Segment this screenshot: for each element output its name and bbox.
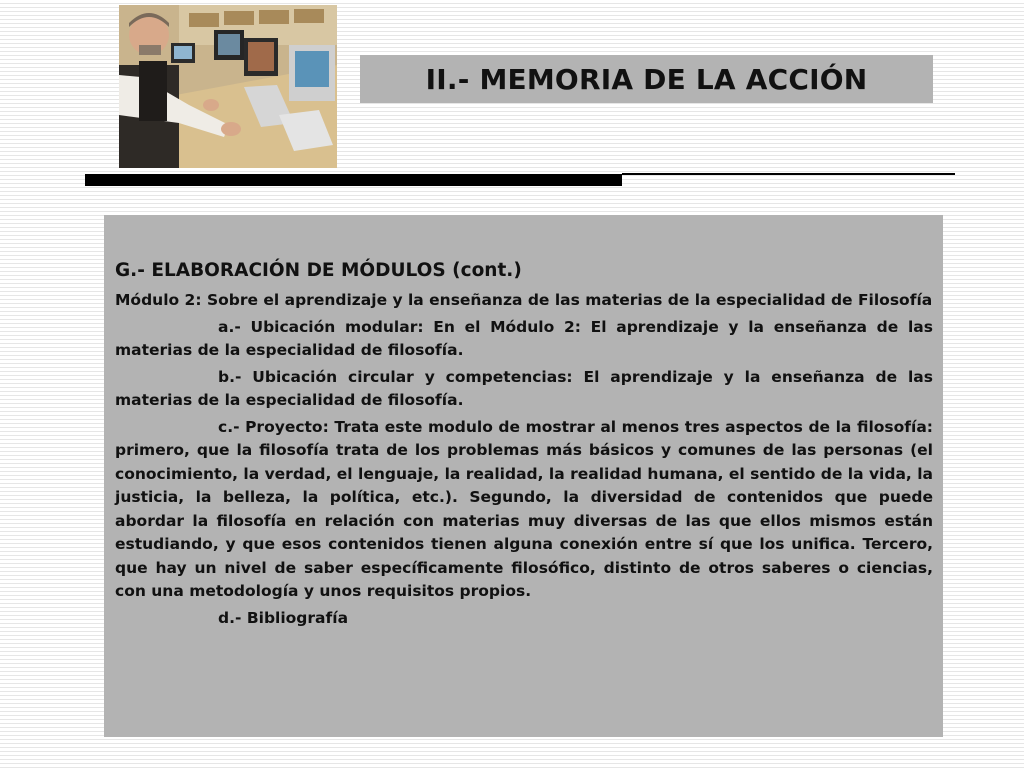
section-heading: G.- ELABORACIÓN DE MÓDULOS (cont.) [115,260,522,281]
divider-thick [85,174,622,186]
item-c: c.- Proyecto: Trata este modulo de mostrar al menos tres aspectos de la filosofía: primero, que la filosofía trata de los problemas más básicos y comunes de las personas (el conocimiento, la verdad, el lenguaje, la realidad, la realidad humana, el sentido de la vida, la justicia, la belleza, la política, etc.). Segundo, la diversidad de contenidos que puede abordar la filosofía en relación con materias muy diversas de las que ellos mismos están estudiando, y que esos contenidos tienen alguna conexión entre sí que los unifica. Tercero, que hay un nivel de saber específicamente filosófico, distinto de otros saberes o ciencias, con una metodología y unos requisitos propios. [115,417,933,600]
item-b: b.- Ubicación circular y competencias: El aprendizaje y la enseñanza de las materias de la especialidad de filosofía. [115,367,933,409]
module-title: Módulo 2: Sobre el aprendizaje y la enseñanza de las materias de la especialidad de Filosofía [115,291,933,309]
item-d: d.- Bibliografía [218,608,349,627]
title-box [360,55,933,103]
content-panel [104,215,943,737]
item-a: a.- Ubicación modular: En el Módulo 2: El aprendizaje y la enseñanza de las materias de la especialidad de filosofía. [115,317,933,359]
divider-thin [622,173,955,175]
page-title: II.- MEMORIA DE LA ACCIÓN [425,62,868,96]
header-photo [119,5,337,168]
computer-lab-photo [119,5,337,168]
